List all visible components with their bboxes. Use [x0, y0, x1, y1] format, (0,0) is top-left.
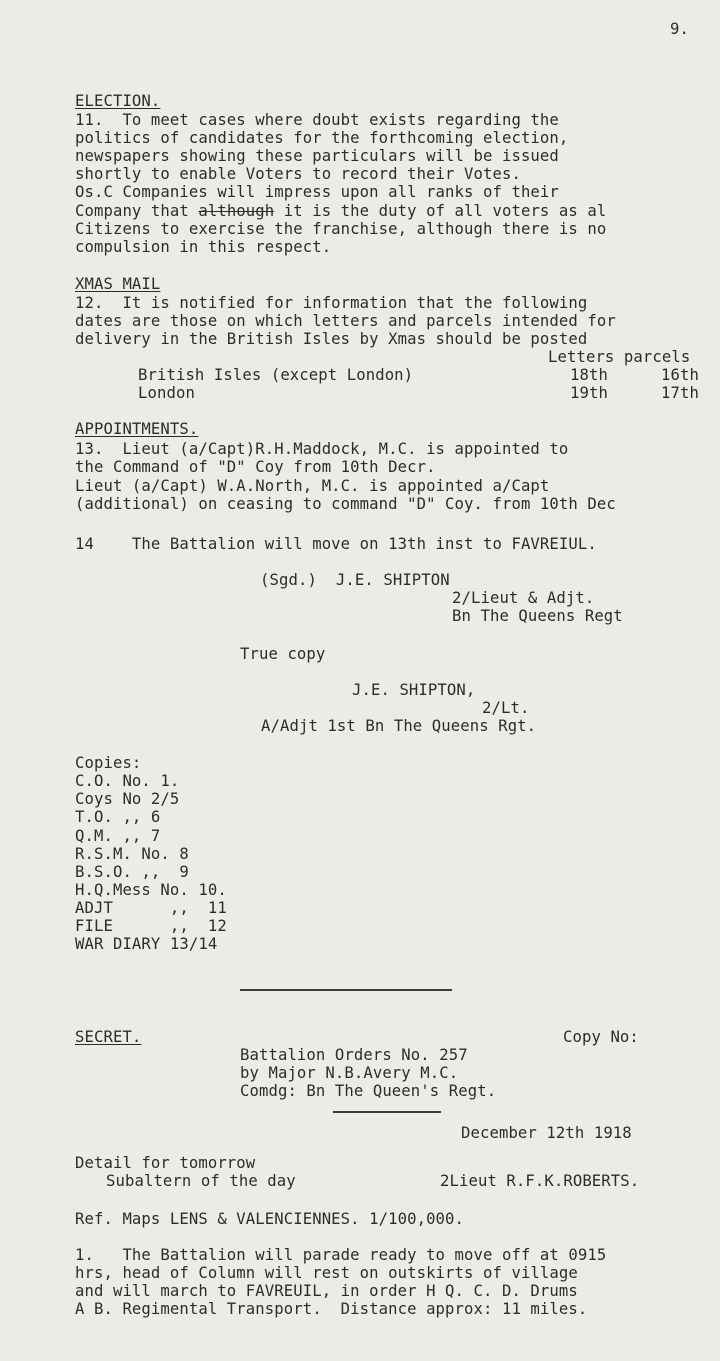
copies-item: Coys No 2/5	[75, 790, 180, 808]
title-underline	[333, 1111, 441, 1113]
order-para-line: hrs, head of Column will rest on outskirts of village	[75, 1264, 578, 1282]
mail-row-letters: 18th	[570, 366, 608, 384]
election-line: shortly to enable Voters to record their Votes.	[75, 165, 521, 183]
subaltern-label: Subaltern of the day	[106, 1172, 296, 1190]
copies-item: B.S.O. ,, 9	[75, 863, 189, 881]
election-line6-start: Company that	[75, 202, 199, 220]
election-line: 11. To meet cases where doubt exists regarding the	[75, 111, 559, 129]
copy-signer-rank: 2/Lt.	[482, 699, 530, 717]
copy-signer-name: J.E. SHIPTON,	[352, 681, 476, 699]
xmas-line: dates are those on which letters and parcels intended for	[75, 312, 616, 330]
appointments-line: Lieut (a/Capt) W.A.North, M.C. is appointed a/Capt	[75, 477, 550, 495]
appointments-line: 13. Lieut (a/Capt)R.H.Maddock, M.C. is appointed to	[75, 440, 569, 458]
mail-row-parcels: 17th	[661, 384, 699, 402]
copies-item: T.O. ,, 6	[75, 808, 161, 826]
appointments-heading: APPOINTMENTS.	[75, 420, 199, 438]
election-line	[75, 202, 606, 220]
xmas-line: 12. It is notified for information that the following	[75, 294, 588, 312]
election-line: Citizens to exercise the franchise, although there is no	[75, 220, 607, 238]
xmas-heading: XMAS MAIL	[75, 275, 161, 293]
order-para-line: 1. The Battalion will parade ready to move off at 0915	[75, 1246, 607, 1264]
election-line: compulsion in this respect.	[75, 238, 332, 256]
mail-row-letters: 19th	[570, 384, 608, 402]
map-reference: Ref. Maps LENS & VALENCIENNES. 1/100,000.	[75, 1210, 465, 1228]
copies-heading: Copies:	[75, 754, 142, 772]
election-line6-end: it is the duty of all voters as al	[274, 202, 607, 220]
copy-signer-unit: A/Adjt 1st Bn The Queens Rgt.	[261, 717, 537, 735]
struck-word: although	[198, 202, 275, 220]
copies-item: C.O. No. 1.	[75, 772, 180, 790]
orders-date: December 12th 1918	[461, 1124, 632, 1142]
order-para-line: A B. Regimental Transport. Distance approx: 11 miles.	[75, 1300, 588, 1318]
copies-item: ADJT ,, 11	[75, 899, 227, 917]
election-line: politics of candidates for the forthcoming election,	[75, 129, 569, 147]
appointments-line: (additional) on ceasing to command "D" Coy. from 10th Dec	[75, 495, 616, 513]
copies-item: WAR DIARY 13/14	[75, 935, 218, 953]
mail-row-place: London	[138, 384, 195, 402]
page-number: 9.	[670, 20, 689, 38]
copies-item: R.S.M. No. 8	[75, 845, 189, 863]
xmas-line: delivery in the British Isles by Xmas should be posted	[75, 330, 588, 348]
orders-title-line: by Major N.B.Avery M.C.	[240, 1064, 459, 1082]
mail-row-parcels: 16th	[661, 366, 699, 384]
signed-by: (Sgd.) J.E. SHIPTON	[260, 571, 450, 589]
orders-title-line: Comdg: Bn The Queen's Regt.	[240, 1082, 497, 1100]
copy-number-label: Copy No:	[563, 1028, 639, 1046]
detail-label: Detail for tomorrow	[75, 1154, 256, 1172]
true-copy: True copy	[240, 645, 326, 663]
orders-title-line: Battalion Orders No. 257	[240, 1046, 468, 1064]
subaltern-name: 2Lieut R.F.K.ROBERTS.	[440, 1172, 640, 1190]
mail-row-place: British Isles (except London)	[138, 366, 414, 384]
section-divider	[240, 989, 452, 991]
order-para-line: and will march to FAVREUIL, in order H Q. C. D. Drums	[75, 1282, 578, 1300]
mail-table-header: Letters parcels	[548, 348, 691, 366]
appointments-line: the Command of "D" Coy from 10th Decr.	[75, 458, 436, 476]
signer-rank: 2/Lieut & Adjt.	[452, 589, 595, 607]
election-line: newspapers showing these particulars will be issued	[75, 147, 559, 165]
move-order: 14 The Battalion will move on 13th inst to FAVREIUL.	[75, 535, 597, 553]
copies-item: H.Q.Mess No. 10.	[75, 881, 227, 899]
copies-item: FILE ,, 12	[75, 917, 227, 935]
election-heading: ELECTION.	[75, 92, 161, 110]
signer-unit: Bn The Queens Regt	[452, 607, 623, 625]
election-line: Os.C Companies will impress upon all ranks of their	[75, 183, 559, 201]
secret-label: SECRET.	[75, 1028, 142, 1046]
copies-item: Q.M. ,, 7	[75, 827, 161, 845]
